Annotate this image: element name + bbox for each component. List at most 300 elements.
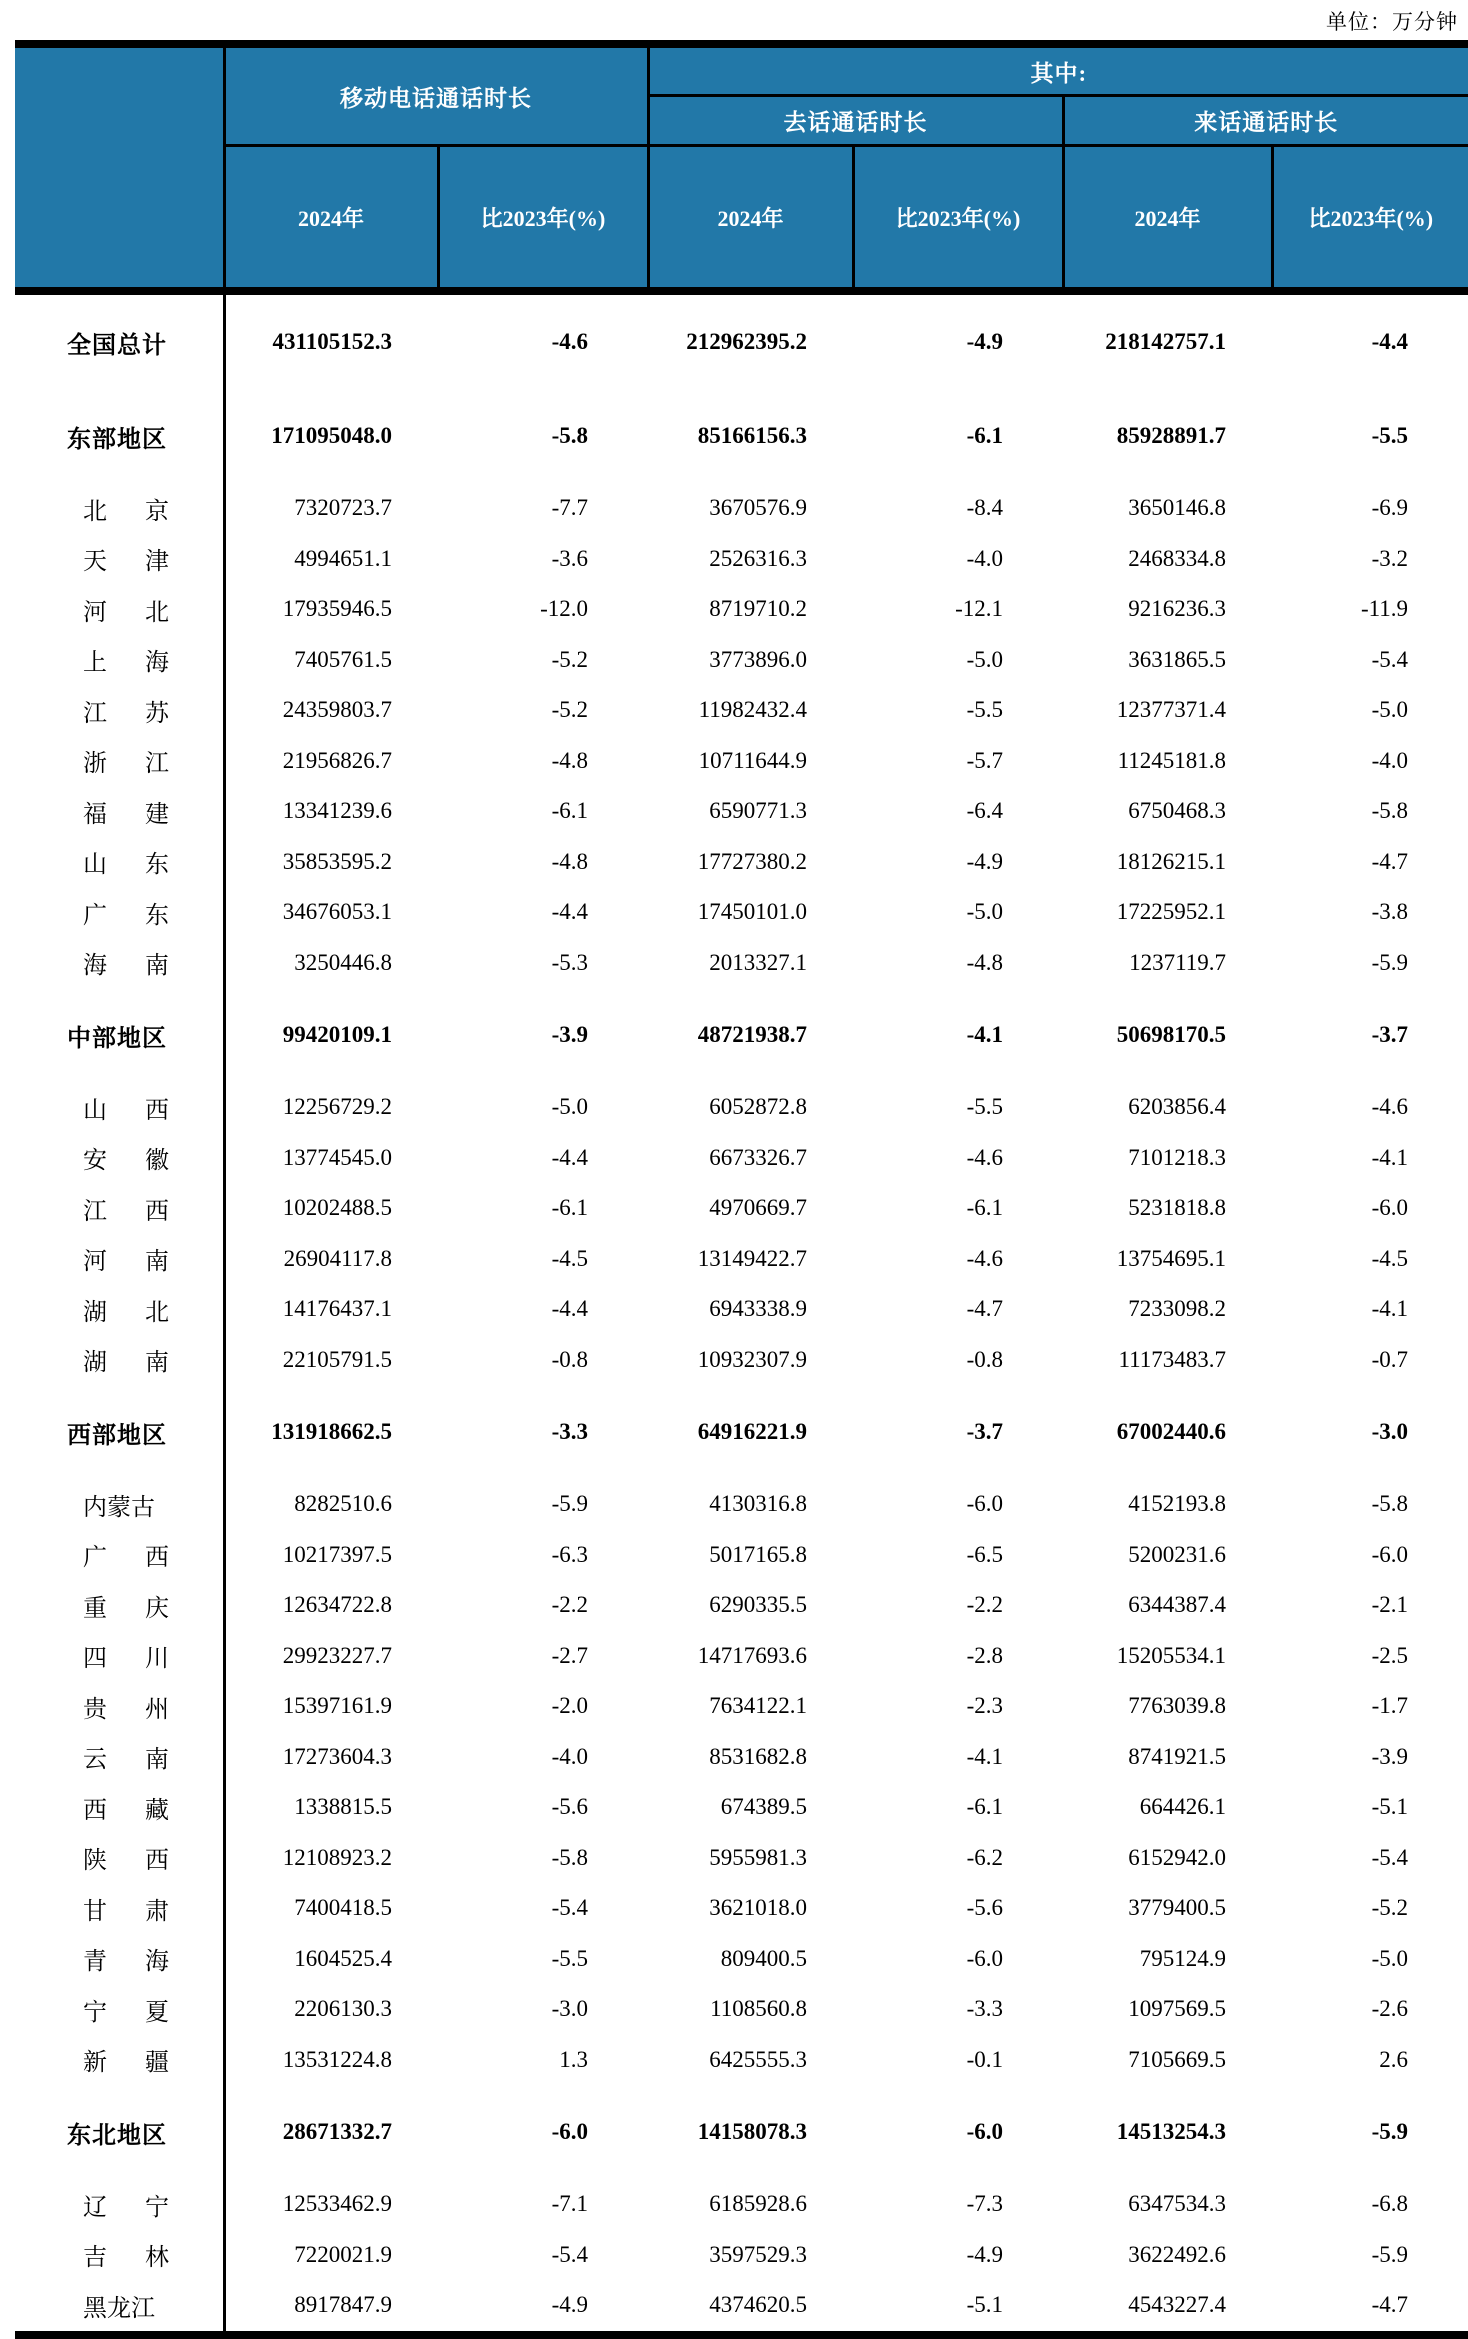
value-cell: 4970669.7 bbox=[648, 1183, 853, 1234]
pct-cell: -3.7 bbox=[853, 1385, 1063, 1479]
value-cell: 7634122.1 bbox=[648, 1681, 853, 1732]
value-cell: 664426.1 bbox=[1063, 1782, 1272, 1833]
value-cell: 17225952.1 bbox=[1063, 887, 1272, 938]
value-cell: 4130316.8 bbox=[648, 1479, 853, 1530]
value-cell: 3622492.6 bbox=[1063, 2230, 1272, 2281]
value-cell: 17273604.3 bbox=[224, 1732, 438, 1783]
province-row bbox=[15, 1234, 1468, 1285]
pct-cell: -3.7 bbox=[1272, 988, 1468, 1082]
value-cell: 17935946.5 bbox=[224, 584, 438, 635]
value-cell: 7220021.9 bbox=[224, 2230, 438, 2281]
pct-cell: -4.0 bbox=[853, 534, 1063, 585]
pct-cell: -4.1 bbox=[853, 1732, 1063, 1783]
pct-cell: -2.6 bbox=[1272, 1984, 1468, 2035]
pct-cell: -7.3 bbox=[853, 2179, 1063, 2230]
pct-cell: -6.3 bbox=[438, 1530, 648, 1581]
region-label: 安 徽 bbox=[15, 1133, 224, 1184]
value-cell: 50698170.5 bbox=[1063, 988, 1272, 1082]
value-cell: 8282510.6 bbox=[224, 1479, 438, 1530]
value-cell: 34676053.1 bbox=[224, 887, 438, 938]
pct-cell: -12.0 bbox=[438, 584, 648, 635]
pct-cell: -4.8 bbox=[438, 736, 648, 787]
subheader-year-outgoing: 2024年 bbox=[648, 146, 853, 292]
pct-cell: -5.5 bbox=[438, 1934, 648, 1985]
pct-cell: -4.4 bbox=[438, 1133, 648, 1184]
pct-cell: -5.4 bbox=[438, 1883, 648, 1934]
province-row bbox=[15, 2280, 1468, 2335]
pct-cell: -3.6 bbox=[438, 534, 648, 585]
value-cell: 6290335.5 bbox=[648, 1580, 853, 1631]
region-label: 天 津 bbox=[15, 534, 224, 585]
subheader-vs-outgoing: 比2023年(%) bbox=[853, 146, 1063, 292]
pct-cell: -4.5 bbox=[438, 1234, 648, 1285]
value-cell: 431105152.3 bbox=[224, 291, 438, 389]
value-cell: 85166156.3 bbox=[648, 389, 853, 483]
value-cell: 11982432.4 bbox=[648, 685, 853, 736]
province-row bbox=[15, 1530, 1468, 1581]
group-header-outgoing: 去话通话时长 bbox=[648, 96, 1063, 146]
value-cell: 10202488.5 bbox=[224, 1183, 438, 1234]
subheader-year-incoming: 2024年 bbox=[1063, 146, 1272, 292]
pct-cell: -4.4 bbox=[1272, 291, 1468, 389]
value-cell: 1108560.8 bbox=[648, 1984, 853, 2035]
pct-cell: -4.6 bbox=[1272, 1082, 1468, 1133]
value-cell: 3779400.5 bbox=[1063, 1883, 1272, 1934]
pct-cell: -5.4 bbox=[1272, 635, 1468, 686]
pct-cell: -6.2 bbox=[853, 1833, 1063, 1884]
pct-cell: -5.9 bbox=[1272, 938, 1468, 989]
pct-cell: -7.1 bbox=[438, 2179, 648, 2230]
pct-cell: -4.1 bbox=[1272, 1284, 1468, 1335]
province-row bbox=[15, 1335, 1468, 1386]
section-row bbox=[15, 988, 1468, 1082]
region-label: 四 川 bbox=[15, 1631, 224, 1682]
value-cell: 2526316.3 bbox=[648, 534, 853, 585]
region-label: 湖 北 bbox=[15, 1284, 224, 1335]
value-cell: 7405761.5 bbox=[224, 635, 438, 686]
section-row bbox=[15, 389, 1468, 483]
value-cell: 13531224.8 bbox=[224, 2035, 438, 2086]
pct-cell: -6.1 bbox=[438, 786, 648, 837]
pct-cell: -1.7 bbox=[1272, 1681, 1468, 1732]
pct-cell: -2.0 bbox=[438, 1681, 648, 1732]
section-row bbox=[15, 1385, 1468, 1479]
region-label: 全国总计 bbox=[15, 291, 224, 389]
region-label: 山 西 bbox=[15, 1082, 224, 1133]
pct-cell: -4.9 bbox=[438, 2280, 648, 2335]
value-cell: 13754695.1 bbox=[1063, 1234, 1272, 1285]
value-cell: 5017165.8 bbox=[648, 1530, 853, 1581]
subheader-year-mobile: 2024年 bbox=[224, 146, 438, 292]
value-cell: 12256729.2 bbox=[224, 1082, 438, 1133]
value-cell: 12108923.2 bbox=[224, 1833, 438, 1884]
value-cell: 218142757.1 bbox=[1063, 291, 1272, 389]
pct-cell: -6.9 bbox=[1272, 483, 1468, 534]
subheader-vs-mobile: 比2023年(%) bbox=[438, 146, 648, 292]
value-cell: 10217397.5 bbox=[224, 1530, 438, 1581]
pct-cell: -6.1 bbox=[438, 1183, 648, 1234]
pct-cell: -6.0 bbox=[1272, 1530, 1468, 1581]
pct-cell: -6.0 bbox=[853, 2085, 1063, 2179]
value-cell: 26904117.8 bbox=[224, 1234, 438, 1285]
pct-cell: -5.9 bbox=[438, 1479, 648, 1530]
value-cell: 6425555.3 bbox=[648, 2035, 853, 2086]
pct-cell: -5.0 bbox=[438, 1082, 648, 1133]
value-cell: 14176437.1 bbox=[224, 1284, 438, 1335]
province-row bbox=[15, 1284, 1468, 1335]
group-header-among: 其中: bbox=[648, 44, 1468, 96]
pct-cell: -2.2 bbox=[853, 1580, 1063, 1631]
value-cell: 13149422.7 bbox=[648, 1234, 853, 1285]
value-cell: 809400.5 bbox=[648, 1934, 853, 1985]
value-cell: 3597529.3 bbox=[648, 2230, 853, 2281]
pct-cell: -4.9 bbox=[853, 837, 1063, 888]
value-cell: 3773896.0 bbox=[648, 635, 853, 686]
province-row bbox=[15, 2230, 1468, 2281]
region-label: 陕 西 bbox=[15, 1833, 224, 1884]
province-row bbox=[15, 483, 1468, 534]
region-label: 广 西 bbox=[15, 1530, 224, 1581]
pct-cell: -4.9 bbox=[853, 291, 1063, 389]
pct-cell: -6.8 bbox=[1272, 2179, 1468, 2230]
province-row bbox=[15, 887, 1468, 938]
pct-cell: -2.7 bbox=[438, 1631, 648, 1682]
value-cell: 7400418.5 bbox=[224, 1883, 438, 1934]
table-header bbox=[15, 44, 1468, 291]
value-cell: 7101218.3 bbox=[1063, 1133, 1272, 1184]
value-cell: 4543227.4 bbox=[1063, 2280, 1272, 2335]
value-cell: 9216236.3 bbox=[1063, 584, 1272, 635]
pct-cell: -0.8 bbox=[438, 1335, 648, 1386]
region-label: 山 东 bbox=[15, 837, 224, 888]
pct-cell: -4.7 bbox=[1272, 2280, 1468, 2335]
value-cell: 2468334.8 bbox=[1063, 534, 1272, 585]
value-cell: 2013327.1 bbox=[648, 938, 853, 989]
region-label: 上 海 bbox=[15, 635, 224, 686]
value-cell: 8917847.9 bbox=[224, 2280, 438, 2335]
value-cell: 17727380.2 bbox=[648, 837, 853, 888]
value-cell: 29923227.7 bbox=[224, 1631, 438, 1682]
value-cell: 12533462.9 bbox=[224, 2179, 438, 2230]
value-cell: 3631865.5 bbox=[1063, 635, 1272, 686]
province-row bbox=[15, 1732, 1468, 1783]
pct-cell: -2.3 bbox=[853, 1681, 1063, 1732]
pct-cell: -5.1 bbox=[853, 2280, 1063, 2335]
region-label: 吉 林 bbox=[15, 2230, 224, 2281]
region-label: 宁 夏 bbox=[15, 1984, 224, 2035]
province-row bbox=[15, 1782, 1468, 1833]
pct-cell: -4.8 bbox=[853, 938, 1063, 989]
province-row bbox=[15, 786, 1468, 837]
pct-cell: -5.5 bbox=[853, 685, 1063, 736]
pct-cell: -6.1 bbox=[853, 389, 1063, 483]
value-cell: 21956826.7 bbox=[224, 736, 438, 787]
pct-cell: -5.2 bbox=[438, 635, 648, 686]
value-cell: 6590771.3 bbox=[648, 786, 853, 837]
pct-cell: -0.7 bbox=[1272, 1335, 1468, 1386]
value-cell: 15397161.9 bbox=[224, 1681, 438, 1732]
region-label: 浙 江 bbox=[15, 736, 224, 787]
value-cell: 5200231.6 bbox=[1063, 1530, 1272, 1581]
value-cell: 8719710.2 bbox=[648, 584, 853, 635]
pct-cell: -5.8 bbox=[438, 1833, 648, 1884]
province-row bbox=[15, 2035, 1468, 2086]
subheader-vs-incoming: 比2023年(%) bbox=[1272, 146, 1468, 292]
province-row bbox=[15, 1883, 1468, 1934]
value-cell: 85928891.7 bbox=[1063, 389, 1272, 483]
value-cell: 3250446.8 bbox=[224, 938, 438, 989]
region-label: 中部地区 bbox=[15, 988, 224, 1082]
pct-cell: -5.9 bbox=[1272, 2230, 1468, 2281]
pct-cell: -5.7 bbox=[853, 736, 1063, 787]
province-row bbox=[15, 1934, 1468, 1985]
pct-cell: -0.1 bbox=[853, 2035, 1063, 2086]
pct-cell: -4.4 bbox=[438, 887, 648, 938]
pct-cell: -5.5 bbox=[1272, 389, 1468, 483]
pct-cell: -4.4 bbox=[438, 1284, 648, 1335]
value-cell: 13774545.0 bbox=[224, 1133, 438, 1184]
value-cell: 1097569.5 bbox=[1063, 1984, 1272, 2035]
value-cell: 1237119.7 bbox=[1063, 938, 1272, 989]
value-cell: 131918662.5 bbox=[224, 1385, 438, 1479]
value-cell: 3670576.9 bbox=[648, 483, 853, 534]
pct-cell: 2.6 bbox=[1272, 2035, 1468, 2086]
value-cell: 10932307.9 bbox=[648, 1335, 853, 1386]
pct-cell: -6.4 bbox=[853, 786, 1063, 837]
pct-cell: -0.8 bbox=[853, 1335, 1063, 1386]
value-cell: 14513254.3 bbox=[1063, 2085, 1272, 2179]
section-row bbox=[15, 2085, 1468, 2179]
province-row bbox=[15, 635, 1468, 686]
pct-cell: -6.0 bbox=[1272, 1183, 1468, 1234]
pct-cell: -4.5 bbox=[1272, 1234, 1468, 1285]
pct-cell: -5.8 bbox=[1272, 1479, 1468, 1530]
pct-cell: -5.9 bbox=[1272, 2085, 1468, 2179]
pct-cell: -4.9 bbox=[853, 2230, 1063, 2281]
value-cell: 11173483.7 bbox=[1063, 1335, 1272, 1386]
value-cell: 7105669.5 bbox=[1063, 2035, 1272, 2086]
value-cell: 10711644.9 bbox=[648, 736, 853, 787]
value-cell: 14158078.3 bbox=[648, 2085, 853, 2179]
province-row bbox=[15, 584, 1468, 635]
pct-cell: -5.1 bbox=[1272, 1782, 1468, 1833]
region-label: 内蒙古 bbox=[15, 1479, 224, 1530]
pct-cell: -11.9 bbox=[1272, 584, 1468, 635]
value-cell: 6750468.3 bbox=[1063, 786, 1272, 837]
header-row-years bbox=[15, 146, 1468, 292]
pct-cell: -4.0 bbox=[438, 1732, 648, 1783]
value-cell: 212962395.2 bbox=[648, 291, 853, 389]
region-label: 云 南 bbox=[15, 1732, 224, 1783]
pct-cell: -6.5 bbox=[853, 1530, 1063, 1581]
value-cell: 6347534.3 bbox=[1063, 2179, 1272, 2230]
value-cell: 1604525.4 bbox=[224, 1934, 438, 1985]
pct-cell: -5.3 bbox=[438, 938, 648, 989]
region-label: 福 建 bbox=[15, 786, 224, 837]
province-row bbox=[15, 736, 1468, 787]
region-label: 海 南 bbox=[15, 938, 224, 989]
pct-cell: -3.0 bbox=[1272, 1385, 1468, 1479]
pct-cell: -4.7 bbox=[1272, 837, 1468, 888]
value-cell: 6152942.0 bbox=[1063, 1833, 1272, 1884]
call-duration-table bbox=[15, 40, 1468, 2339]
pct-cell: -3.0 bbox=[438, 1984, 648, 2035]
group-header-incoming: 来话通话时长 bbox=[1063, 96, 1468, 146]
value-cell: 11245181.8 bbox=[1063, 736, 1272, 787]
pct-cell: -5.6 bbox=[853, 1883, 1063, 1934]
value-cell: 6344387.4 bbox=[1063, 1580, 1272, 1631]
value-cell: 14717693.6 bbox=[648, 1631, 853, 1682]
pct-cell: -12.1 bbox=[853, 584, 1063, 635]
value-cell: 28671332.7 bbox=[224, 2085, 438, 2179]
province-row bbox=[15, 2179, 1468, 2230]
region-label: 广 东 bbox=[15, 887, 224, 938]
pct-cell: -5.0 bbox=[1272, 685, 1468, 736]
pct-cell: -3.3 bbox=[438, 1385, 648, 1479]
value-cell: 8741921.5 bbox=[1063, 1732, 1272, 1783]
pct-cell: -5.2 bbox=[438, 685, 648, 736]
pct-cell: -5.2 bbox=[1272, 1883, 1468, 1934]
pct-cell: -3.3 bbox=[853, 1984, 1063, 2035]
value-cell: 17450101.0 bbox=[648, 887, 853, 938]
table-body bbox=[15, 291, 1468, 2335]
value-cell: 12634722.8 bbox=[224, 1580, 438, 1631]
value-cell: 6052872.8 bbox=[648, 1082, 853, 1133]
value-cell: 99420109.1 bbox=[224, 988, 438, 1082]
pct-cell: -6.0 bbox=[853, 1479, 1063, 1530]
value-cell: 64916221.9 bbox=[648, 1385, 853, 1479]
province-row bbox=[15, 534, 1468, 585]
value-cell: 1338815.5 bbox=[224, 1782, 438, 1833]
region-label: 河 北 bbox=[15, 584, 224, 635]
value-cell: 18126215.1 bbox=[1063, 837, 1272, 888]
region-label: 西部地区 bbox=[15, 1385, 224, 1479]
pct-cell: -3.2 bbox=[1272, 534, 1468, 585]
region-label: 湖 南 bbox=[15, 1335, 224, 1386]
value-cell: 3650146.8 bbox=[1063, 483, 1272, 534]
region-header-cell bbox=[15, 44, 224, 291]
region-label: 贵 州 bbox=[15, 1681, 224, 1732]
province-row bbox=[15, 1631, 1468, 1682]
region-label: 西 藏 bbox=[15, 1782, 224, 1833]
pct-cell: -5.0 bbox=[853, 887, 1063, 938]
pct-cell: -3.9 bbox=[1272, 1732, 1468, 1783]
value-cell: 7763039.8 bbox=[1063, 1681, 1272, 1732]
value-cell: 7320723.7 bbox=[224, 483, 438, 534]
pct-cell: -2.1 bbox=[1272, 1580, 1468, 1631]
value-cell: 12377371.4 bbox=[1063, 685, 1272, 736]
pct-cell: -4.1 bbox=[1272, 1133, 1468, 1184]
pct-cell: -4.6 bbox=[438, 291, 648, 389]
pct-cell: -5.8 bbox=[1272, 786, 1468, 837]
value-cell: 2206130.3 bbox=[224, 1984, 438, 2035]
province-row bbox=[15, 1580, 1468, 1631]
pct-cell: -6.0 bbox=[438, 2085, 648, 2179]
region-label: 辽 宁 bbox=[15, 2179, 224, 2230]
pct-cell: -2.2 bbox=[438, 1580, 648, 1631]
value-cell: 7233098.2 bbox=[1063, 1284, 1272, 1335]
pct-cell: -4.6 bbox=[853, 1234, 1063, 1285]
header-row-groups bbox=[15, 44, 1468, 96]
value-cell: 13341239.6 bbox=[224, 786, 438, 837]
region-label: 东部地区 bbox=[15, 389, 224, 483]
region-label: 北 京 bbox=[15, 483, 224, 534]
value-cell: 48721938.7 bbox=[648, 988, 853, 1082]
value-cell: 4374620.5 bbox=[648, 2280, 853, 2335]
value-cell: 4152193.8 bbox=[1063, 1479, 1272, 1530]
value-cell: 15205534.1 bbox=[1063, 1631, 1272, 1682]
pct-cell: -2.8 bbox=[853, 1631, 1063, 1682]
group-header-mobile-total: 移动电话通话时长 bbox=[224, 44, 648, 146]
province-row bbox=[15, 837, 1468, 888]
pct-cell: -5.0 bbox=[853, 635, 1063, 686]
pct-cell: -5.0 bbox=[1272, 1934, 1468, 1985]
region-label: 江 西 bbox=[15, 1183, 224, 1234]
pct-cell: -4.6 bbox=[853, 1133, 1063, 1184]
province-row bbox=[15, 938, 1468, 989]
province-row bbox=[15, 685, 1468, 736]
pct-cell: -6.1 bbox=[853, 1183, 1063, 1234]
value-cell: 5955981.3 bbox=[648, 1833, 853, 1884]
region-label: 甘 肃 bbox=[15, 1883, 224, 1934]
value-cell: 3621018.0 bbox=[648, 1883, 853, 1934]
pct-cell: -2.5 bbox=[1272, 1631, 1468, 1682]
pct-cell: -3.9 bbox=[438, 988, 648, 1082]
pct-cell: -5.8 bbox=[438, 389, 648, 483]
value-cell: 67002440.6 bbox=[1063, 1385, 1272, 1479]
province-row bbox=[15, 1681, 1468, 1732]
pct-cell: -5.4 bbox=[1272, 1833, 1468, 1884]
pct-cell: -3.8 bbox=[1272, 887, 1468, 938]
value-cell: 24359803.7 bbox=[224, 685, 438, 736]
value-cell: 171095048.0 bbox=[224, 389, 438, 483]
pct-cell: 1.3 bbox=[438, 2035, 648, 2086]
province-row bbox=[15, 1082, 1468, 1133]
pct-cell: -4.7 bbox=[853, 1284, 1063, 1335]
value-cell: 6203856.4 bbox=[1063, 1082, 1272, 1133]
pct-cell: -4.1 bbox=[853, 988, 1063, 1082]
province-row bbox=[15, 1133, 1468, 1184]
pct-cell: -5.6 bbox=[438, 1782, 648, 1833]
value-cell: 6943338.9 bbox=[648, 1284, 853, 1335]
pct-cell: -4.0 bbox=[1272, 736, 1468, 787]
pct-cell: -6.1 bbox=[853, 1782, 1063, 1833]
value-cell: 35853595.2 bbox=[224, 837, 438, 888]
value-cell: 5231818.8 bbox=[1063, 1183, 1272, 1234]
region-label: 新 疆 bbox=[15, 2035, 224, 2086]
pct-cell: -4.8 bbox=[438, 837, 648, 888]
region-label: 江 苏 bbox=[15, 685, 224, 736]
value-cell: 4994651.1 bbox=[224, 534, 438, 585]
section-row bbox=[15, 291, 1468, 389]
value-cell: 6185928.6 bbox=[648, 2179, 853, 2230]
value-cell: 674389.5 bbox=[648, 1782, 853, 1833]
region-label: 重 庆 bbox=[15, 1580, 224, 1631]
province-row bbox=[15, 1183, 1468, 1234]
value-cell: 22105791.5 bbox=[224, 1335, 438, 1386]
value-cell: 8531682.8 bbox=[648, 1732, 853, 1783]
province-row bbox=[15, 1479, 1468, 1530]
pct-cell: -5.5 bbox=[853, 1082, 1063, 1133]
value-cell: 6673326.7 bbox=[648, 1133, 853, 1184]
region-label: 河 南 bbox=[15, 1234, 224, 1285]
pct-cell: -7.7 bbox=[438, 483, 648, 534]
region-label: 黑龙江 bbox=[15, 2280, 224, 2335]
region-label: 青 海 bbox=[15, 1934, 224, 1985]
province-row bbox=[15, 1984, 1468, 2035]
value-cell: 795124.9 bbox=[1063, 1934, 1272, 1985]
pct-cell: -6.0 bbox=[853, 1934, 1063, 1985]
